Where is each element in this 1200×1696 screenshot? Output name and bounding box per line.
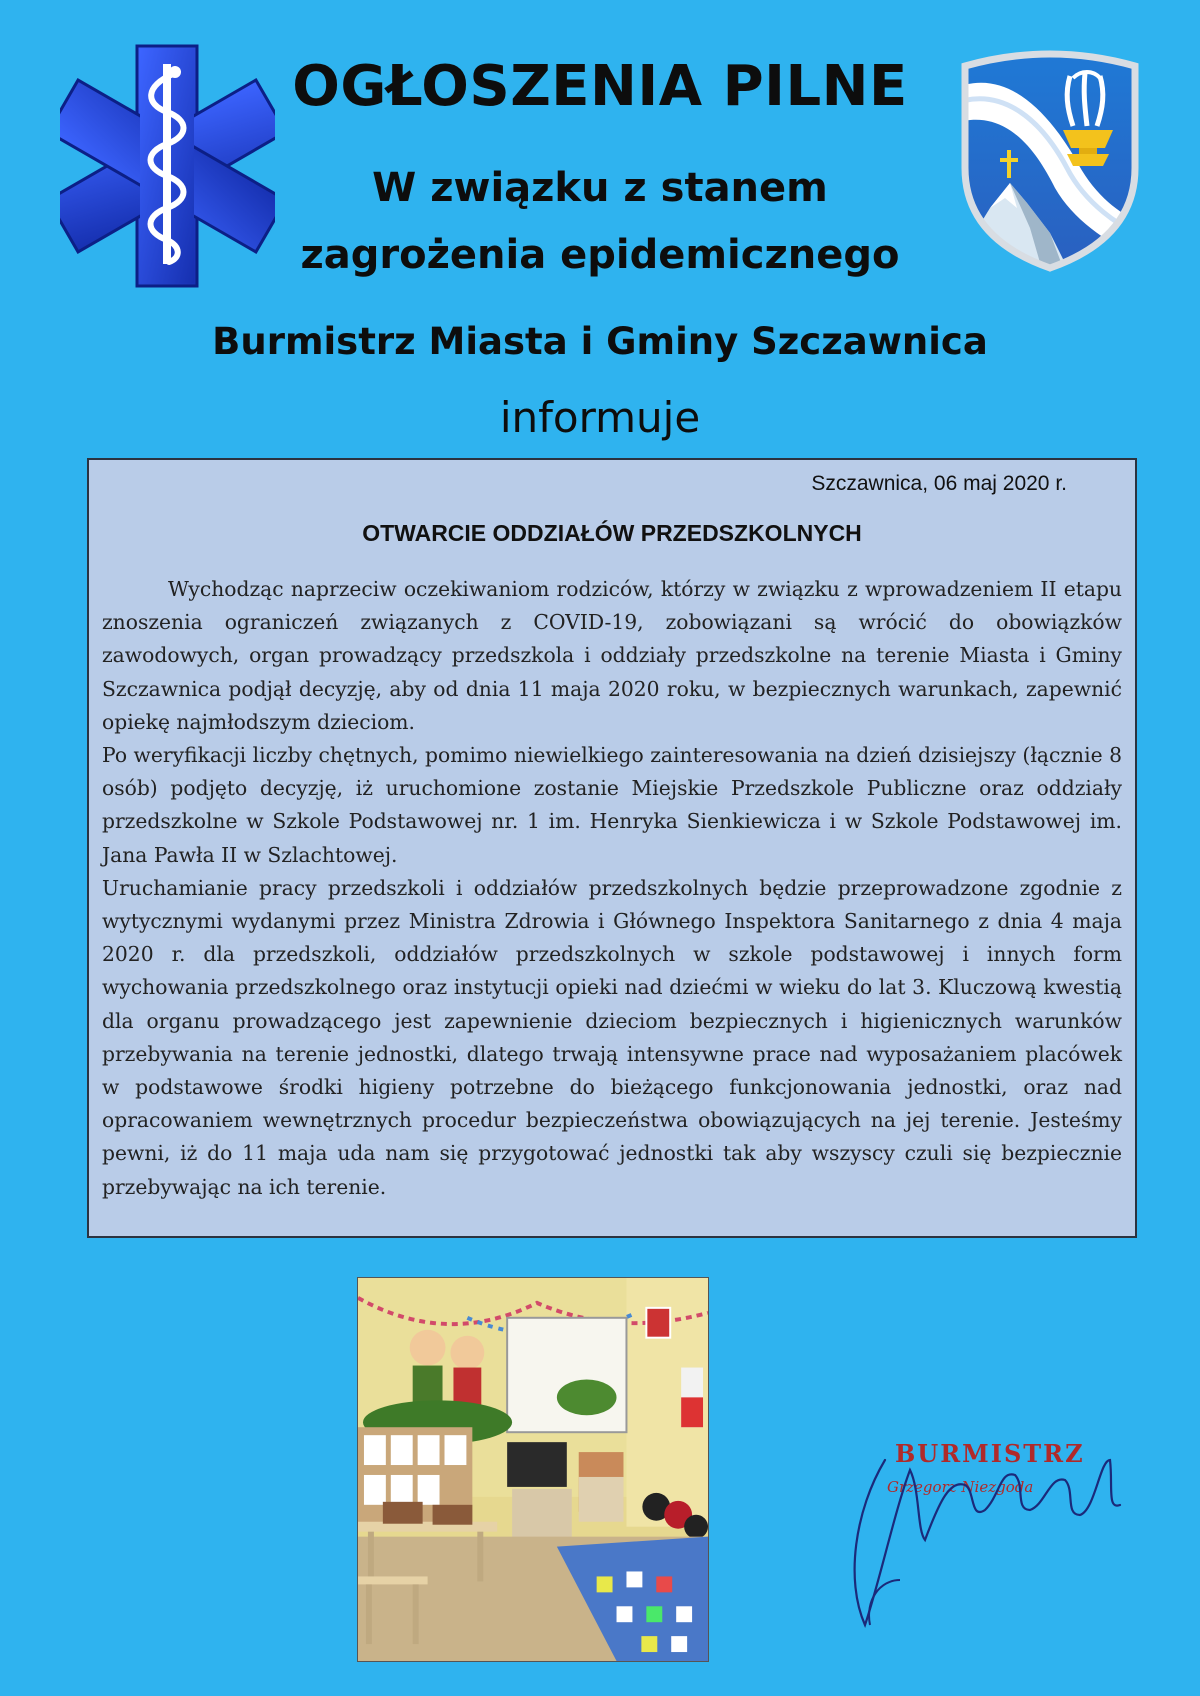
subtitle-line-1: W związku z stanem [372, 165, 828, 211]
stamp-title: BURMISTRZ [895, 1439, 1085, 1468]
notice-heading: OTWARCIE ODDZIAŁÓW PRZEDSZKOLNYCH [362, 520, 862, 546]
subtitle-line-2: zagrożenia epidemicznego [300, 232, 900, 278]
stamp-name: Grzegorz Niezgoda [887, 1478, 1034, 1496]
notice-paragraph: Po weryfikacji liczby chętnych, pomimo niewielkiego zainteresowania na dzień dzisiejszy (łącznie 8 osób) podjęto decyzję, iż uruchomione zostanie Miejskie Przedszkole Publiczne oraz oddziały przedszkolne w Szkole Podstawowej nr. 1 im. Henryka Sienkiewicza i w Szkole Podstawowej im. Jana Pawła II w Szlachtowej. [102, 743, 1122, 867]
informs-label: informuje [499, 393, 701, 442]
notice-paragraph: Uruchamianie pracy przedszkoli i oddziałów przedszkolnych będzie przeprowadzone zgodnie z wytycznymi wydanymi przez Ministra Zdrowia i Głównego Inspektora Sanitarnego z dnia 4 maja 2020 r. dla przedszkoli, oddziałów przedszkolnych w szkole podstawowej i innych form wychowania przedszkolnego oraz instytucji opieki nad dziećmi w wieku do lat 3. Kluczową kwestią dla organu prowadzącego jest zapewnienie dzieciom bezpiecznych i higienicznych warunków przebywania na terenie jednostki, dlatego trwają intensywne prace nad wyposażaniem placówek w podstawowe środki higieny potrzebne do bieżącego funkcjonowania jednostki, oraz nad opracowaniem wewnętrznych procedur bezpieczeństwa obowiązujących na jej terenie. Jesteśmy pewni, iż do 11 maja uda nam się przygotować jednostki tak aby wszyscy czuli się bezpiecznie przebywając na ich terenie. [102, 875, 1122, 1199]
preschool-room-photo [357, 1277, 709, 1662]
notice-box [87, 458, 1137, 1238]
notice-body [102, 573, 1122, 1204]
mayor-signature [825, 1430, 1145, 1650]
notice-paragraph: Wychodząc naprzeciw oczekiwaniom rodziców, którzy w związku z wprowadzeniem II etapu znoszenia ograniczeń związanych z COVID-19, zobowiązani są wrócić do obowiązków zawodowych, organ prowadzący przedszkola i oddziały przedszkolne na terenie Miasta i Gminy Szczawnica podjął decyzję, aby od dnia 11 maja 2020 roku, w bezpiecznych warunkach, zapewnić opiekę najmłodszym dzieciom. [102, 577, 1122, 734]
page-title: OGŁOSZENIA PILNE [292, 54, 908, 119]
notice-date: Szczawnica, 06 maj 2020 r. [811, 472, 1067, 495]
authority-title: Burmistrz Miasta i Gminy Szczawnica [212, 320, 988, 363]
